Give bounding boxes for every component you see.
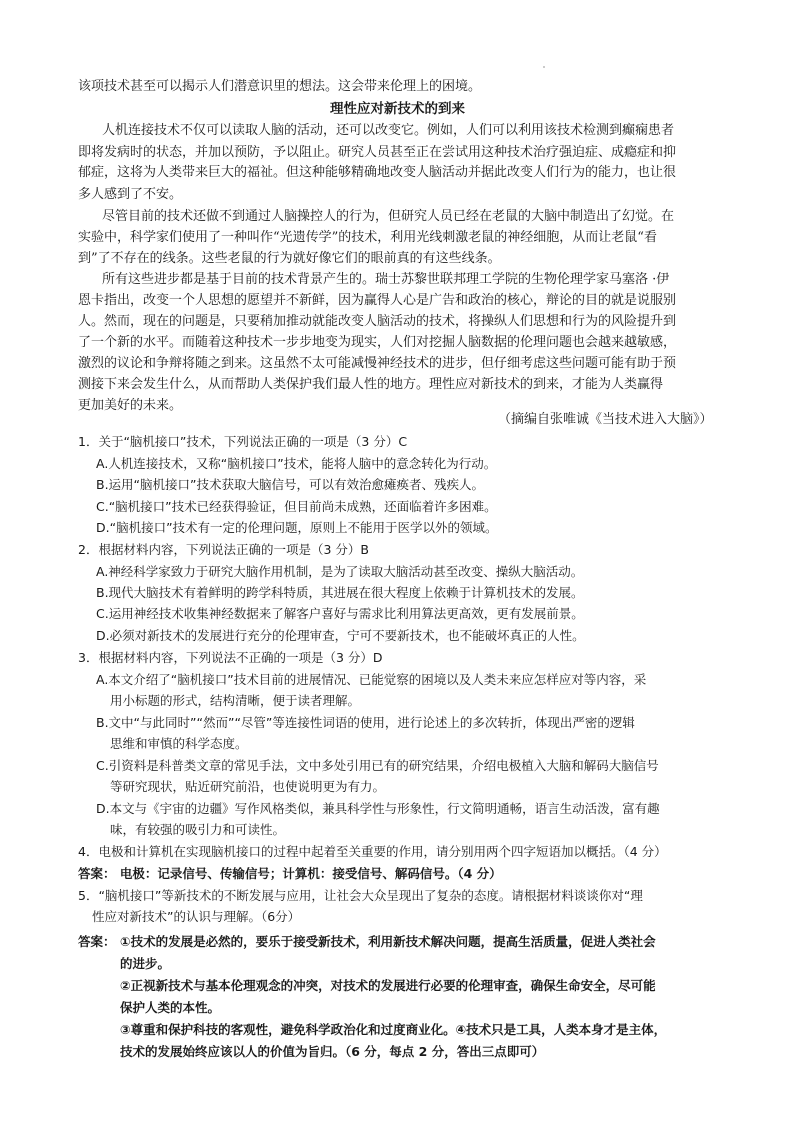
question-2-stem: 2．根据材料内容，下列说法正确的一项是（3 分）B [78,542,369,557]
question-5-answer-line: ①技术的发展是必然的，要乐于接受新技术，利用新技术解决问题，提高生活质量，促进人类社会 [120,934,656,949]
paragraph-3-line: 所有这些进步都是基于目前的技术背景产生的。瑞士苏黎世联邦理工学院的生物伦理学家马塞洛 ·伊 [102,272,670,287]
question-3-option-d: D.本文与《宇宙的边疆》写作风格类似，兼具科学性与形象性，行文简明通畅，语言生动活泼，富有趣 [96,801,660,816]
question-5-answer-line: 保护人类的本性。 [120,1000,221,1015]
paragraph-1-line: 郁症，这将为人类带来巨大的福祉。但这种能够精确地改变人脑活动并据此改变人们行为的能力，也让很 [78,165,677,180]
question-4-answer: 答案： 电极：记录信号、传输信号；计算机：接受信号、解码信号。（4 分） [78,866,502,881]
question-3-stem: 3．根据材料内容，下列说法不正确的一项是（3 分）D [78,650,383,665]
question-5-answer-line: 的进步。 [120,956,171,971]
question-3-option-b-cont: 思维和审慎的科学态度。 [110,736,248,751]
question-3-option-a-cont: 用小标题的形式，结构清晰，便于读者理解。 [110,693,361,708]
question-1-option-d: D.“脑机接口”技术有一定的伦理问题，原则上不能用于医学以外的领域。 [96,520,498,535]
question-5-stem: 5．“脑机接口”等新技术的不断发展与应用，让社会大众呈现出了复杂的态度。请根据材料谈谈你对“理 [78,888,643,903]
question-1-option-c: C.“脑机接口”技术已经获得验证，但目前尚未成熟，还面临着许多困难。 [96,499,497,514]
question-1-option-b: B.运用“脑机接口”技术获取大脑信号，可以有效治愈瘫痪者、残疾人。 [96,477,485,492]
paragraph-1-line: 人机连接技术不仅可以读取人脑的活动，还可以改变它。例如，人们可以利用该技术检测到癫痫患者 [102,123,675,138]
paragraph-3-line: 更加美好的未来。 [78,398,183,413]
question-3-option-c-cont: 等研究现状，贴近研究前沿，也使说明更为有力。 [110,779,386,794]
question-5-stem-cont: 性应对新技术”的认识与理解。（6分） [92,909,301,924]
scan-speck [543,66,545,68]
question-5-answer-line: ②正视新技术与基本伦理观念的冲突，对技术的发展进行必要的伦理审查，确保生命安全，尽可能 [120,978,656,993]
paragraph-3-line: 了一个新的水平。而随着这种技术一步步地变为现实，人们对挖掘人脑数据的伦理问题也会越来越敏感， [78,335,677,350]
question-5-answer-label: 答案： [78,934,116,949]
question-1-option-a: A.人机连接技术，又称“脑机接口”技术，能将人脑中的意念转化为行动。 [96,456,497,471]
question-2-option-b: B.现代大脑技术有着鲜明的跨学科特质，其进展在很大程度上依赖于计算机技术的发展。 [96,585,584,600]
paragraph-3-line: 测接下来会发生什么，从而帮助人类保护我们最人性的地方。理性应对新技术的到来，才能为人类赢得 [78,377,664,392]
passage-source: （摘编自张唯诚《当技术进入大脑》） [498,412,713,427]
section-title: 理性应对新技术的到来 [330,101,465,117]
question-3-option-b: B.文中“与此同时”“然而”“尽管”等连接性词语的使用，进行论述上的多次转折，体现出严密的逻辑 [96,715,635,730]
paragraph-1-line: 即将发病时的状态，并加以预防，予以阻止。研究人员甚至正在尝试用这种技术治疗强迫症、成瘾症和抑 [78,145,677,160]
paragraph-3-line: 人。然而，现在的问题是，只要稍加推动就能改变人脑活动的技术，将操纵人们思想和行为的风险提升到 [78,314,677,329]
question-2-option-d: D.必须对新技术的发展进行充分的伦理审查，宁可不要新技术，也不能破坏真正的人性。 [96,628,585,643]
paragraph-1-line: 多人感到了不安。 [78,187,183,202]
paragraph-2-line: 尽管目前的技术还做不到通过人脑操控人的行为，但研究人员已经在老鼠的大脑中制造出了幻觉。在 [102,209,675,224]
question-3-option-c: C.引资料是科普类文章的常见手法，文中多处引用已有的研究结果，介绍电极植入大脑和解码大脑信号 [96,758,659,773]
question-3-option-d-cont: 味，有较强的吸引力和可读性。 [110,822,286,837]
question-2-option-c: C.运用神经技术收集神经数据来了解客户喜好与需求比利用算法更高效，更有发展前景。 [96,606,584,621]
question-3-option-a: A.本文介绍了“脑机接口”技术目前的进展情况、已能觉察的困境以及人类未来应怎样应对等内容，采 [96,672,647,687]
question-1-stem: 1．关于“脑机接口”技术，下列说法正确的一项是（3 分）C [78,434,408,449]
question-5-answer-line: 技术的发展始终应该以人的价值为旨归。（6 分，每点 2 分，答出三点即可） [120,1044,545,1059]
question-2-option-a: A.神经科学家致力于研究大脑作用机制，是为了读取大脑活动甚至改变、操纵大脑活动。 [96,564,584,579]
paragraph-3-line: 激烈的议论和争辩将随之到来。这虽然不太可能减慢神经技术的进步，但仔细考虑这些问题可能有助于预 [78,356,677,371]
question-4-stem: 4．电极和计算机在实现脑机接口的过程中起着至关重要的作用，请分别用两个四字短语加以概括。（4 分） [78,844,667,859]
question-5-answer-line: ③尊重和保护科技的客观性，避免科学政治化和过度商业化。④技术只是工具，人类本身才是主体， [120,1022,667,1037]
paragraph-3-line: 恩卡指出，改变一个人思想的愿望并不新鲜，因为赢得人心是广告和政治的核心，辩论的目的就是说服别 [78,293,677,308]
paragraph-2-line: 实验中，科学家们使用了一种叫作“光遗传学”的技术，利用光线刺激老鼠的神经细胞，从而让老鼠“看 [78,230,657,245]
passage-lead-line: 该项技术甚至可以揭示人们潜意识里的想法。这会带来伦理上的困境。 [78,79,482,94]
paragraph-2-line: 到”了不存在的线条。这些老鼠的行为就好像它们的眼前真的有这些线条。 [78,251,501,266]
